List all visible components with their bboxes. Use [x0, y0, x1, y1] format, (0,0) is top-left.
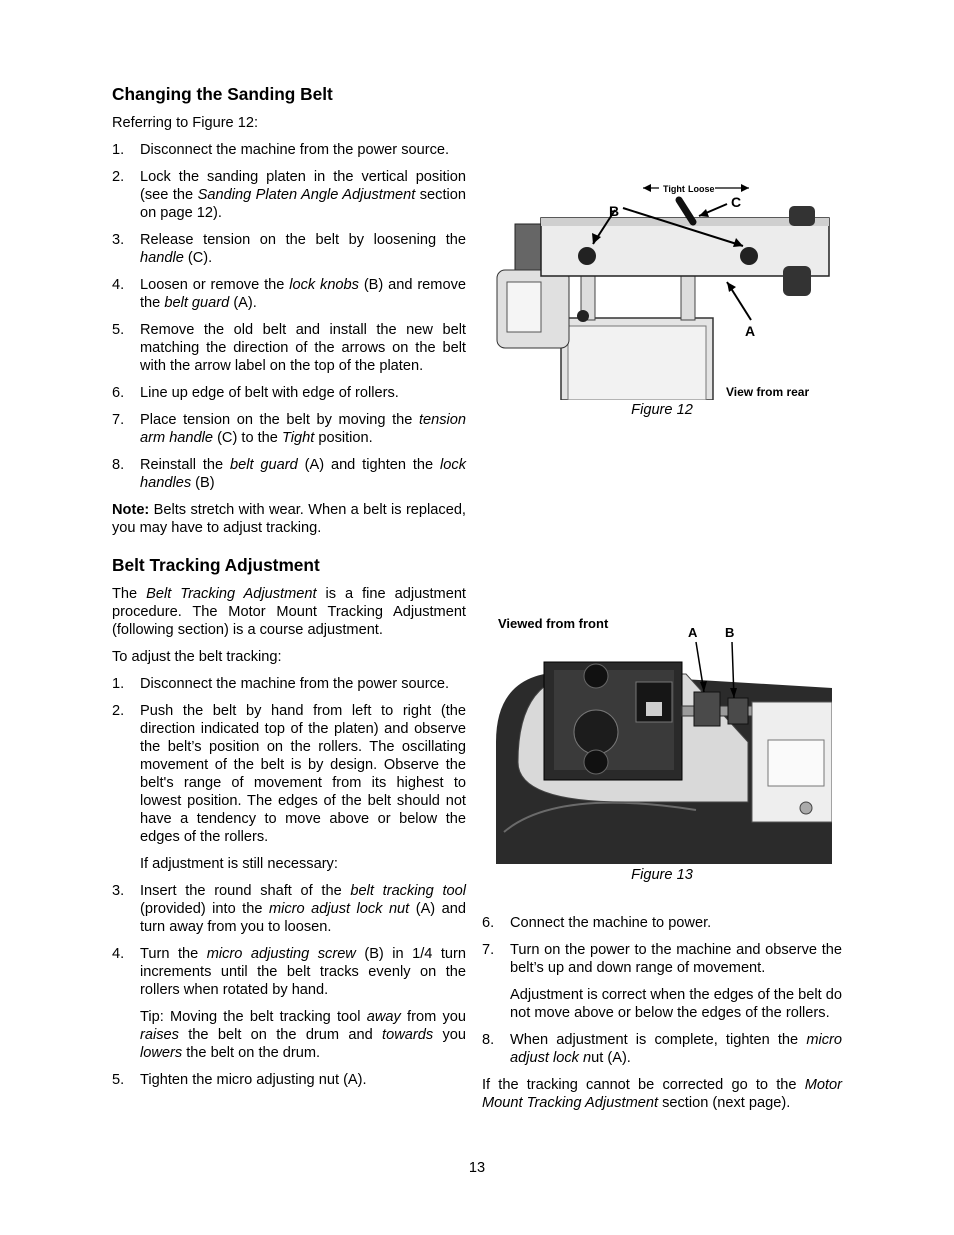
fig13-label-a: A — [688, 625, 698, 640]
list-item — [112, 1071, 466, 1089]
fig12-label-b: B — [609, 203, 620, 219]
text-run: Loosen or remove the — [140, 276, 290, 293]
text-run: Reinstall the — [140, 456, 231, 473]
list-number: 7. — [112, 411, 125, 428]
fig12-tight-label: Tight — [663, 184, 685, 194]
list-number: 1. — [112, 675, 125, 692]
list-number: 7. — [482, 942, 495, 958]
list-number: 4. — [112, 945, 125, 962]
text-run: (B) in 1/4 turn increments until the belt tracks evenly on the rollers when rotated by hand. — [140, 945, 466, 998]
closing-text — [482, 1076, 842, 1112]
tracking-steps-a — [112, 675, 466, 846]
tracking-intro — [112, 585, 466, 639]
text-run: position. — [314, 429, 373, 446]
text-run: the belt on the drum. — [182, 1044, 321, 1061]
text-run: (A) and tighten the — [297, 456, 441, 473]
note-paragraph — [112, 501, 466, 537]
text-run: Turn the — [140, 945, 207, 962]
list-number: 3. — [112, 231, 125, 248]
text-run: Tip: Moving the belt tracking tool — [140, 1008, 367, 1025]
text-run: Tight — [281, 429, 315, 446]
text-run: micro adjust lock nut — [268, 900, 410, 917]
correct-text: Adjustment is correct when the edges of the belt do not move above or below the edges of the rollers. — [510, 987, 842, 1021]
text-run: belt tracking tool — [350, 882, 466, 899]
list-item — [112, 702, 466, 846]
list-number: 2. — [112, 702, 125, 719]
text-run: The — [112, 585, 147, 602]
list-item — [482, 1031, 842, 1067]
list-number: 8. — [482, 1032, 495, 1048]
tracking-steps-b — [112, 882, 466, 999]
text-run: (A) and turn away from you to loosen. — [140, 900, 466, 935]
text-run: Release tension on the belt by loosening the — [140, 231, 466, 248]
text-run: you — [433, 1026, 466, 1043]
section-heading-belt-tracking: Belt Tracking Adjustment — [112, 554, 320, 575]
text-run: towards — [382, 1026, 434, 1043]
text-run: belt guard — [164, 294, 230, 311]
text-run: micro adjust lock n — [510, 1032, 842, 1066]
text-run: Tighten the micro adjusting nut (A). — [140, 1071, 367, 1088]
text-run: away — [366, 1008, 401, 1025]
text-run: Connect the machine to power. — [510, 915, 712, 931]
list-item — [112, 384, 466, 402]
list-item — [112, 141, 466, 159]
list-item — [112, 675, 466, 693]
figure-12-caption: Figure 12 — [631, 402, 693, 418]
tip-text — [112, 1008, 466, 1062]
text-run: Motor Mount Tracking Adjustment — [482, 1077, 842, 1111]
text-run: belt guard — [230, 456, 298, 473]
list-item — [112, 945, 466, 999]
text-run: (C) to the — [213, 429, 282, 446]
text-run: handle — [140, 249, 184, 266]
list-item — [112, 168, 466, 222]
text-run: Disconnect the machine from the power source. — [140, 675, 450, 692]
changing-belt-steps — [112, 141, 466, 492]
text-run: Turn on the power to the machine and observe the belt’s up and down range of movement. — [510, 942, 842, 976]
list-number: 6. — [482, 915, 495, 931]
text-run: When adjustment is complete, tighten the — [510, 1032, 807, 1048]
text-run: (B) — [191, 474, 215, 491]
text-run: tension arm handle — [140, 411, 466, 446]
text-run: is a fine adjustment procedure. The Motor Mount Tracking Adjustment (following section) is a course adjustment. — [112, 585, 466, 638]
list-number: 3. — [112, 882, 125, 899]
text-run: Push the belt by hand from left to right (the direction indicated top of the platen) and observe the belt’s position on the rollers. The oscillating movement of the belt is by design. Observe the belt's range of movement from its highest to lowest position. The edges of the belt should not have a tendency to move above or below the edges of the rollers. — [140, 702, 466, 845]
note-text: Belts stretch with wear. When a belt is replaced, you may have to adjust tracking. — [112, 501, 466, 536]
left-column — [112, 84, 466, 1098]
text-run: Belt Tracking Adjustment — [146, 585, 317, 602]
text-run: (A). — [229, 294, 257, 311]
intro-text: Referring to Figure 12: — [112, 114, 259, 131]
fig13-label-b: B — [725, 625, 735, 640]
list-item — [482, 941, 842, 977]
figure-13-caption: Figure 13 — [631, 867, 693, 883]
still-necessary: If adjustment is still necessary: — [140, 855, 338, 872]
text-run: Sanding Platen Angle Adjustment — [197, 186, 416, 203]
text-run: Disconnect the machine from the power source. — [140, 141, 450, 158]
text-run: micro adjusting screw — [206, 945, 356, 962]
fig12-loose-label: Loose — [688, 184, 715, 194]
text-run: lock handles — [140, 456, 466, 491]
text-run: (B) and remove the — [140, 276, 466, 311]
text-run: If the tracking cannot be corrected go to the — [482, 1077, 805, 1093]
list-item — [112, 321, 466, 375]
section-heading-changing-belt: Changing the Sanding Belt — [112, 84, 333, 104]
text-run: Line up edge of belt with edge of rollers. — [140, 384, 399, 401]
tracking-steps-e — [482, 1031, 842, 1067]
page-number: 13 — [468, 1160, 486, 1176]
right-column — [482, 914, 842, 1121]
list-item — [112, 456, 466, 492]
text-run: (provided) into the — [140, 900, 269, 917]
text-run: lock knobs — [289, 276, 359, 293]
text-run: Lock the sanding platen in the vertical position (see the — [140, 168, 466, 203]
text-run: (C). — [183, 249, 213, 266]
tracking-steps-c — [112, 1071, 466, 1089]
fig12-label-a: A — [745, 323, 756, 339]
text-run: Remove the old belt and install the new belt matching the direction of the arrows on the belt with the arrow label on the top of the platen. — [140, 321, 466, 374]
text-run: Insert the round shaft of the — [140, 882, 351, 899]
fig12-label-c: C — [731, 194, 742, 210]
list-number: 5. — [112, 321, 125, 338]
figure-12-photo — [493, 178, 838, 400]
note-label: Note: — [112, 501, 150, 518]
text-run: from you — [400, 1008, 466, 1025]
text-run: ut (A). — [591, 1050, 631, 1066]
fig12-view-label: View from rear — [726, 385, 810, 399]
tracking-steps-d — [482, 914, 842, 977]
list-number: 2. — [112, 168, 125, 185]
fig13-view-label: Viewed from front — [498, 616, 609, 631]
list-number: 4. — [112, 276, 125, 293]
text-run: the belt on the drum and — [178, 1026, 383, 1043]
list-item — [482, 914, 842, 932]
tracking-lead: To adjust the belt tracking: — [112, 648, 282, 665]
list-item — [112, 231, 466, 267]
list-item — [112, 882, 466, 936]
list-item — [112, 276, 466, 312]
list-item — [112, 411, 466, 447]
text-run: lowers — [140, 1044, 183, 1061]
text-run: raises — [140, 1026, 179, 1043]
list-number: 6. — [112, 384, 125, 401]
text-run: section on page 12). — [140, 186, 466, 221]
text-run: section (next page). — [658, 1095, 791, 1111]
list-number: 1. — [112, 141, 125, 158]
list-number: 8. — [112, 456, 125, 473]
text-run: Place tension on the belt by moving the — [140, 411, 419, 428]
list-number: 5. — [112, 1071, 125, 1088]
figure-13-photo — [496, 612, 832, 864]
